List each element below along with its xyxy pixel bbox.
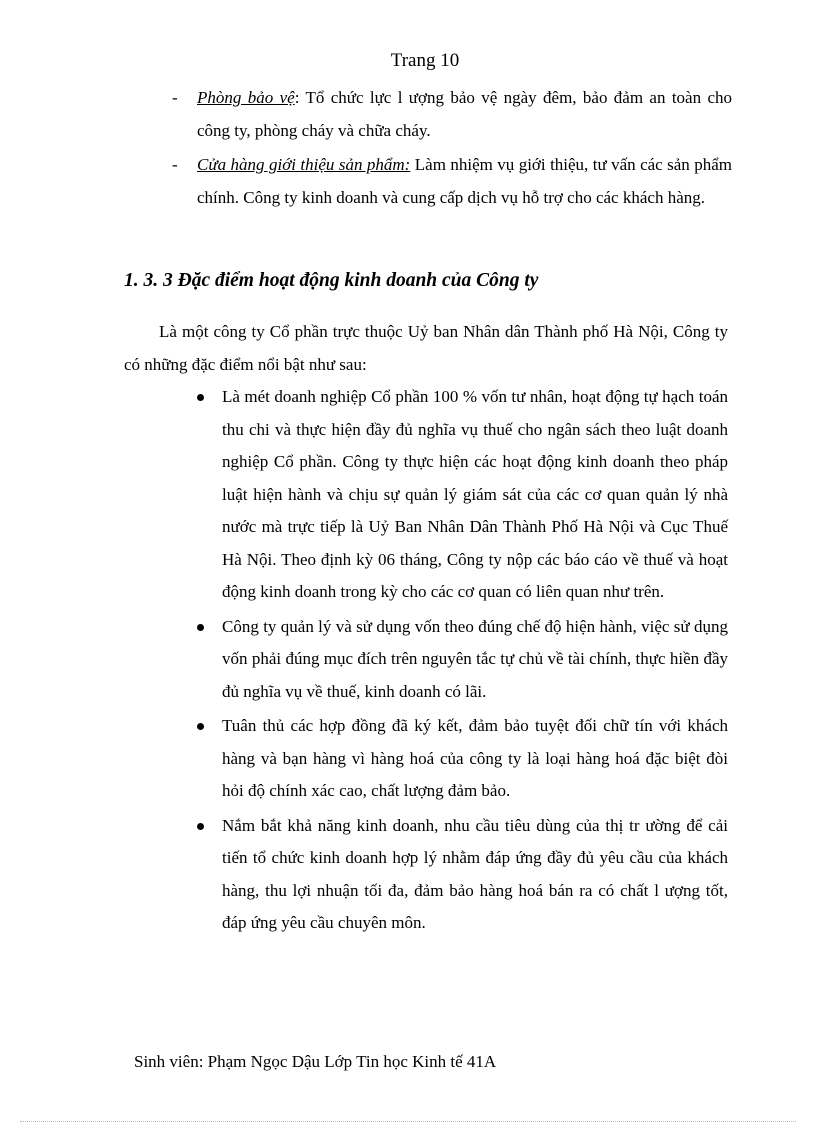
bullet-icon	[197, 823, 204, 830]
bullet-icon	[197, 723, 204, 730]
term-separator: :	[294, 88, 306, 107]
dash-marker: -	[172, 88, 178, 107]
list-item-text: Là mét doanh nghiệp Cổ phần 100 % vốn tư nhân, hoạt động tự hạch toán thu chi và thực hiện đầy đủ nghĩa vụ thuế cho ngân sách theo luật doanh nghiệp Cổ phần. Công ty thực hiện các hoạt động kinh doanh theo pháp luật hiện hành và chịu sự quản lý giám sát của các cơ quan quản lý nhà nước mà trực tiếp là Uỷ Ban Nhân Dân Thành Phố Hà Nội và Cục Thuế Hà Nội. Theo định kỳ 06 tháng, Công ty nộp các báo cáo về thuế và hoạt động kinh doanh trong kỳ cho các cơ quan có liên quan như trên.	[222, 387, 728, 601]
list-item	[196, 381, 728, 609]
list-item	[196, 710, 728, 808]
dash-marker: -	[172, 155, 178, 174]
section-heading: 1. 3. 3 Đặc điểm hoạt động kinh doanh của Công ty	[124, 270, 539, 291]
footer-divider	[20, 1121, 796, 1122]
page-number: Trang 10	[390, 50, 460, 71]
bullet-icon	[197, 394, 204, 401]
list-item	[196, 810, 728, 940]
list-item	[196, 611, 728, 709]
department-list	[172, 82, 732, 214]
department-description: Làm nhiệm vụ giới thiệu, tư vấn các sản phẩm chính. Công ty kinh doanh và cung cấp dịch vụ hỗ trợ cho các khách hàng.	[197, 155, 732, 207]
bullet-icon	[197, 624, 204, 631]
section-intro: Là một công ty Cổ phần trực thuộc Uỷ ban Nhân dân Thành phố Hà Nội, Công ty có những đặc điểm nổi bật như sau:	[124, 322, 728, 374]
department-item-security	[172, 82, 732, 147]
department-term: Cửa hàng giới thiệu sản phẩm:	[197, 155, 411, 174]
page-footer: Sinh viên: Phạm Ngọc Dậu Lớp Tin học Kinh tế 41A	[134, 1052, 497, 1071]
department-term: Phòng bảo vệ	[197, 88, 295, 107]
department-description: Tổ chức lực l ượng bảo vệ ngày đêm, bảo đảm an toàn cho công ty, phòng cháy và chữa cháy.	[197, 88, 732, 140]
department-item-showroom	[172, 149, 732, 214]
business-characteristics-list	[196, 381, 728, 940]
list-item-text: Công ty quản lý và sử dụng vốn theo đúng chế độ hiện hành, việc sử dụng vốn phải đúng mục đích trên nguyên tắc tự chủ về tài chính, thực hiền đầy đủ nghĩa vụ về thuế, kinh doanh có lãi.	[222, 616, 728, 701]
list-item-text: Tuân thủ các hợp đồng đã ký kết, đảm bảo tuyệt đối chữ tín với khách hàng và bạn hàng vì hàng hoá của công ty là loại hàng hoá đặc biệt đòi hỏi độ chính xác cao, chất lượng đảm bảo.	[222, 716, 728, 800]
list-item-text: Nắm bắt khả năng kinh doanh, nhu cầu tiêu dùng của thị tr ường để cải tiến tổ chức kinh doanh hợp lý nhằm đáp ứng đầy đủ yêu cầu của khách hàng, thu lợi nhuận tối đa, đảm bảo hàng hoá bán ra có chất l ượng tốt, đáp ứng yêu cầu chuyên môn.	[222, 815, 728, 932]
